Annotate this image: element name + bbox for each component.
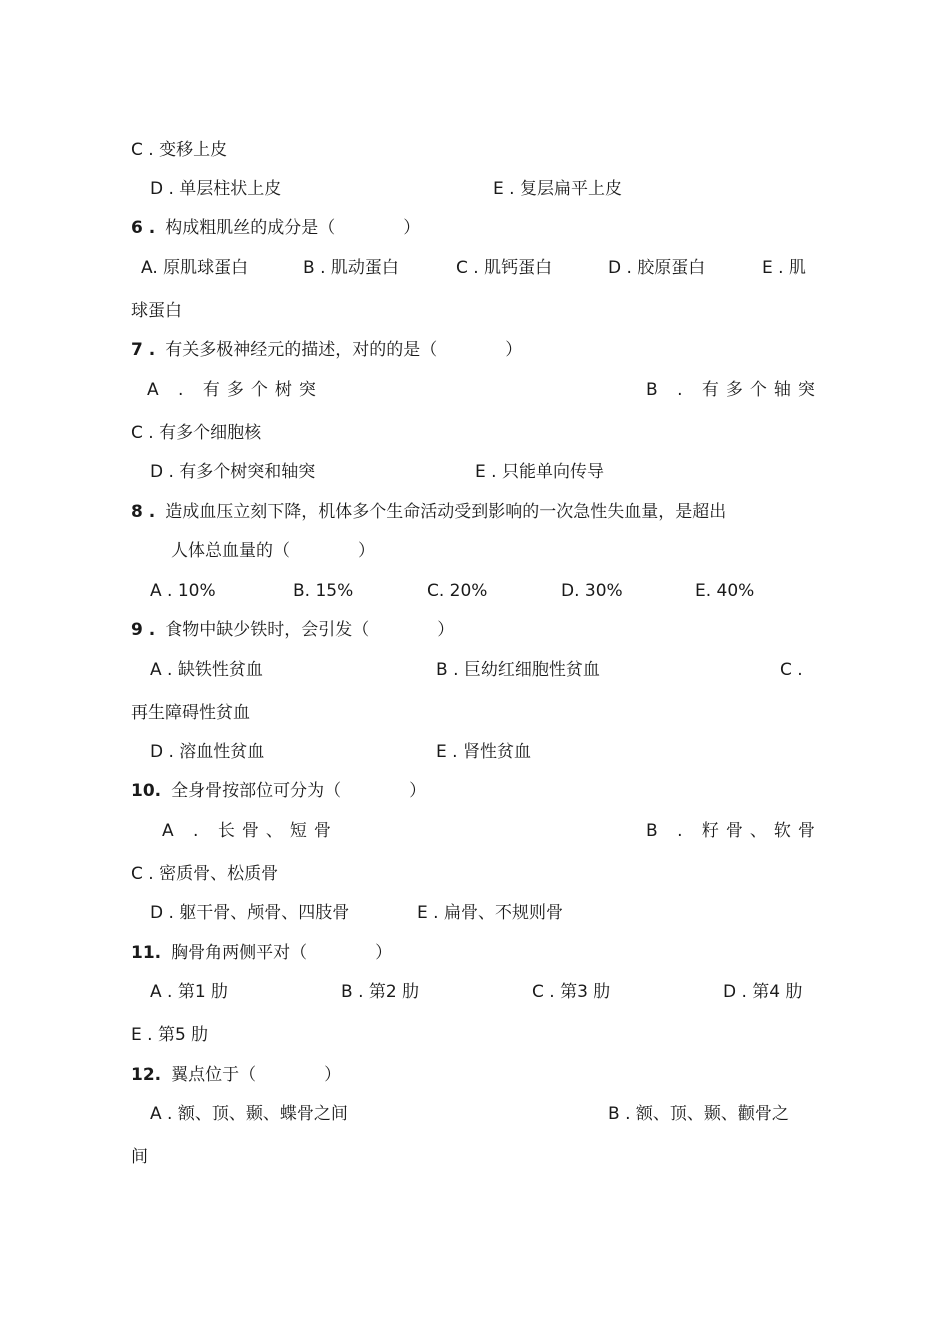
question-number: 8 . xyxy=(131,502,156,522)
question-text: 有关多极神经元的描述，对的的是（ ） xyxy=(165,340,523,360)
option-text: A . 长骨、短骨 xyxy=(162,821,338,841)
option-text: E . 复层扁平上皮 xyxy=(493,179,622,199)
option-text: 球蛋白 xyxy=(131,301,182,321)
question-number: 6 . xyxy=(131,218,156,238)
option-text: A . 额、顶、颞、蝶骨之间 xyxy=(150,1104,348,1124)
option-text: E . 肾性贫血 xyxy=(436,742,531,762)
question-text: 翼点位于（ ） xyxy=(171,1065,342,1085)
option-text: D . 躯干骨、颅骨、四肢骨 xyxy=(150,903,350,923)
question-number: 11. xyxy=(131,943,162,963)
question-stem xyxy=(131,780,426,802)
question-number: 7 . xyxy=(131,340,156,360)
question-text: 造成血压立刻下降，机体多个生命活动受到影响的一次急性失血量，是超出 xyxy=(165,502,727,522)
option-text: E. 40% xyxy=(695,581,755,601)
option-text: D . 第4 肋 xyxy=(723,982,803,1002)
option-text: A . 缺铁性贫血 xyxy=(150,660,263,680)
option-text: B . 籽骨、软骨 xyxy=(646,821,822,841)
option-text: C. 20% xyxy=(427,581,488,601)
option-text: E . 肌 xyxy=(762,258,806,278)
option-text: D . 有多个树突和轴突 xyxy=(150,462,316,482)
question-stem xyxy=(131,501,726,523)
option-text: C . 有多个细胞核 xyxy=(131,423,262,443)
option-text: B . 有多个轴突 xyxy=(646,380,822,400)
option-text: B. 15% xyxy=(293,581,354,601)
option-text: A . 第1 肋 xyxy=(150,982,229,1002)
option-text: E . 只能单向传导 xyxy=(475,462,604,482)
option-text: C . 密质骨、松质骨 xyxy=(131,864,279,884)
option-text: B . 额、顶、颞、颧骨之 xyxy=(608,1104,789,1124)
question-text: 全身骨按部位可分为（ ） xyxy=(171,781,427,801)
question-stem xyxy=(131,339,522,361)
option-text: E . 扁骨、不规则骨 xyxy=(417,903,563,923)
question-stem xyxy=(131,942,392,964)
question-number: 12. xyxy=(131,1065,162,1085)
option-text: D . 单层柱状上皮 xyxy=(150,179,282,199)
question-text: 构成粗肌丝的成分是（ ） xyxy=(165,218,421,238)
option-text: A . 有多个树突 xyxy=(147,380,323,400)
question-stem xyxy=(131,217,420,239)
option-text: 再生障碍性贫血 xyxy=(131,703,250,723)
question-number: 10. xyxy=(131,781,162,801)
option-text: 人体总血量的（ ） xyxy=(171,541,375,561)
question-text: 胸骨角两侧平对（ ） xyxy=(171,943,393,963)
option-text: 间 xyxy=(131,1147,148,1167)
option-text: A. 原肌球蛋白 xyxy=(141,258,249,278)
option-text: C . 肌钙蛋白 xyxy=(456,258,553,278)
question-stem xyxy=(131,619,454,641)
option-text: B . 第2 肋 xyxy=(341,982,420,1002)
option-text: C . xyxy=(780,660,803,680)
option-text: D . 胶原蛋白 xyxy=(608,258,706,278)
option-text: E . 第5 肋 xyxy=(131,1025,209,1045)
option-text: C . 变移上皮 xyxy=(131,140,228,160)
option-text: B . 巨幼红细胞性贫血 xyxy=(436,660,600,680)
option-text: A . 10% xyxy=(150,581,216,601)
question-stem xyxy=(131,1064,341,1086)
option-text: B . 肌动蛋白 xyxy=(303,258,399,278)
option-text: C . 第3 肋 xyxy=(532,982,611,1002)
question-text: 食物中缺少铁时，会引发（ ） xyxy=(165,620,455,640)
option-text: D . 溶血性贫血 xyxy=(150,742,265,762)
option-text: D. 30% xyxy=(561,581,623,601)
question-number: 9 . xyxy=(131,620,156,640)
